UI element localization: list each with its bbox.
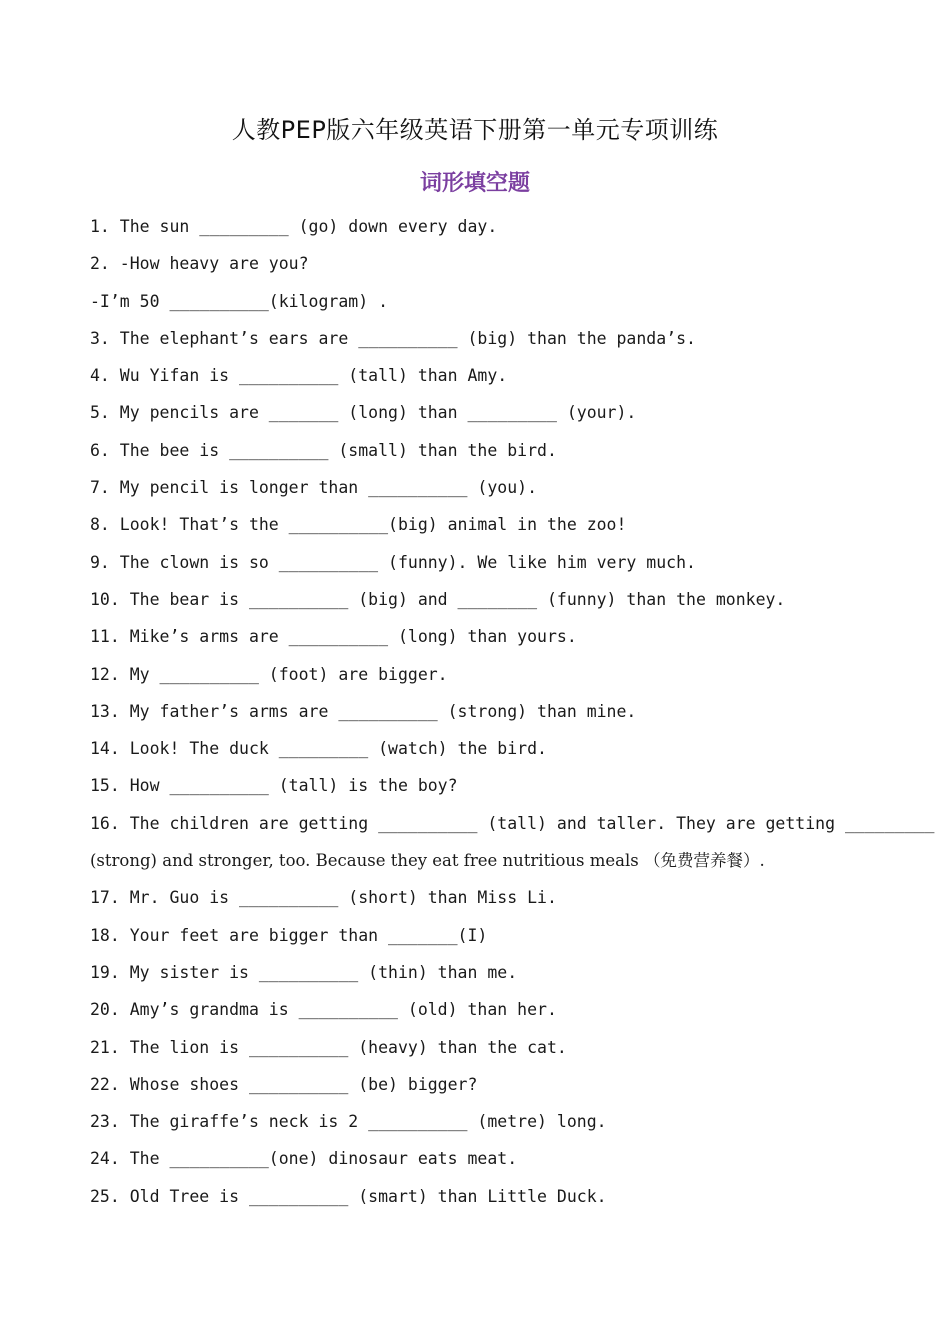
page-title: 人教PEP版六年级英语下册第一单元专项训练 [231, 116, 719, 144]
exercise-line-3: 3. The elephant’s ears are __________ (big) than the panda’s. [90, 328, 696, 348]
exercise-line-2-answer: -I’m 50 __________(kilogram) . [90, 291, 389, 311]
exercise-line-2: 2. -How heavy are you? [90, 254, 309, 274]
exercise-line-15: 15. How __________ (tall) is the boy? [90, 776, 458, 796]
exercise-line-7: 7. My pencil is longer than __________ (you). [90, 478, 538, 498]
exercise-line-24: 24. The __________(one) dinosaur eats meat. [90, 1149, 518, 1169]
exercise-line-20: 20. Amy’s grandma is __________ (old) than her. [90, 1000, 557, 1020]
exercise-line-10: 10. The bear is __________ (big) and ________ (funny) than the monkey. [90, 589, 786, 609]
exercise-line-21: 21. The lion is __________ (heavy) than the cat. [90, 1037, 567, 1057]
exercise-line-16-continued: (strong) and stronger, too. Because they eat free nutritious meals （免费营养餐）. [90, 851, 765, 871]
exercise-line-1: 1. The sun _________ (go) down every day. [90, 217, 498, 236]
exercise-line-19: 19. My sister is __________ (thin) than me. [90, 962, 518, 982]
exercise-line-22: 22. Whose shoes __________ (be) bigger? [90, 1074, 478, 1094]
exercise-line-17: 17. Mr. Guo is __________ (short) than Miss Li. [90, 888, 557, 908]
exercise-line-5: 5. My pencils are _______ (long) than _________ (your). [90, 403, 637, 423]
exercise-line-9: 9. The clown is so __________ (funny). We like him very much. [90, 552, 696, 572]
exercise-list [90, 208, 935, 1215]
exercise-line-25: 25. Old Tree is __________ (smart) than Little Duck. [90, 1186, 607, 1206]
exercise-line-11: 11. Mike’s arms are __________ (long) than yours. [90, 627, 577, 647]
exercise-line-23: 23. The giraffe’s neck is 2 __________ (metre) long. [90, 1112, 607, 1132]
exercise-line-12: 12. My __________ (foot) are bigger. [90, 664, 448, 684]
exercise-line-16: 16. The children are getting __________ (tall) and taller. They are getting _________ [90, 813, 935, 833]
exercise-line-6: 6. The bee is __________ (small) than the bird. [90, 440, 557, 460]
exercise-line-8: 8. Look! That’s the __________(big) animal in the zoo! [90, 515, 627, 535]
exercise-line-13: 13. My father’s arms are __________ (strong) than mine. [90, 701, 637, 721]
exercise-line-14: 14. Look! The duck _________ (watch) the bird. [90, 739, 547, 759]
section-subtitle: 词形填空题 [419, 171, 530, 196]
exercise-line-18: 18. Your feet are bigger than _______(I) [90, 925, 488, 945]
exercise-line-4: 4. Wu Yifan is __________ (tall) than Amy. [90, 366, 508, 386]
